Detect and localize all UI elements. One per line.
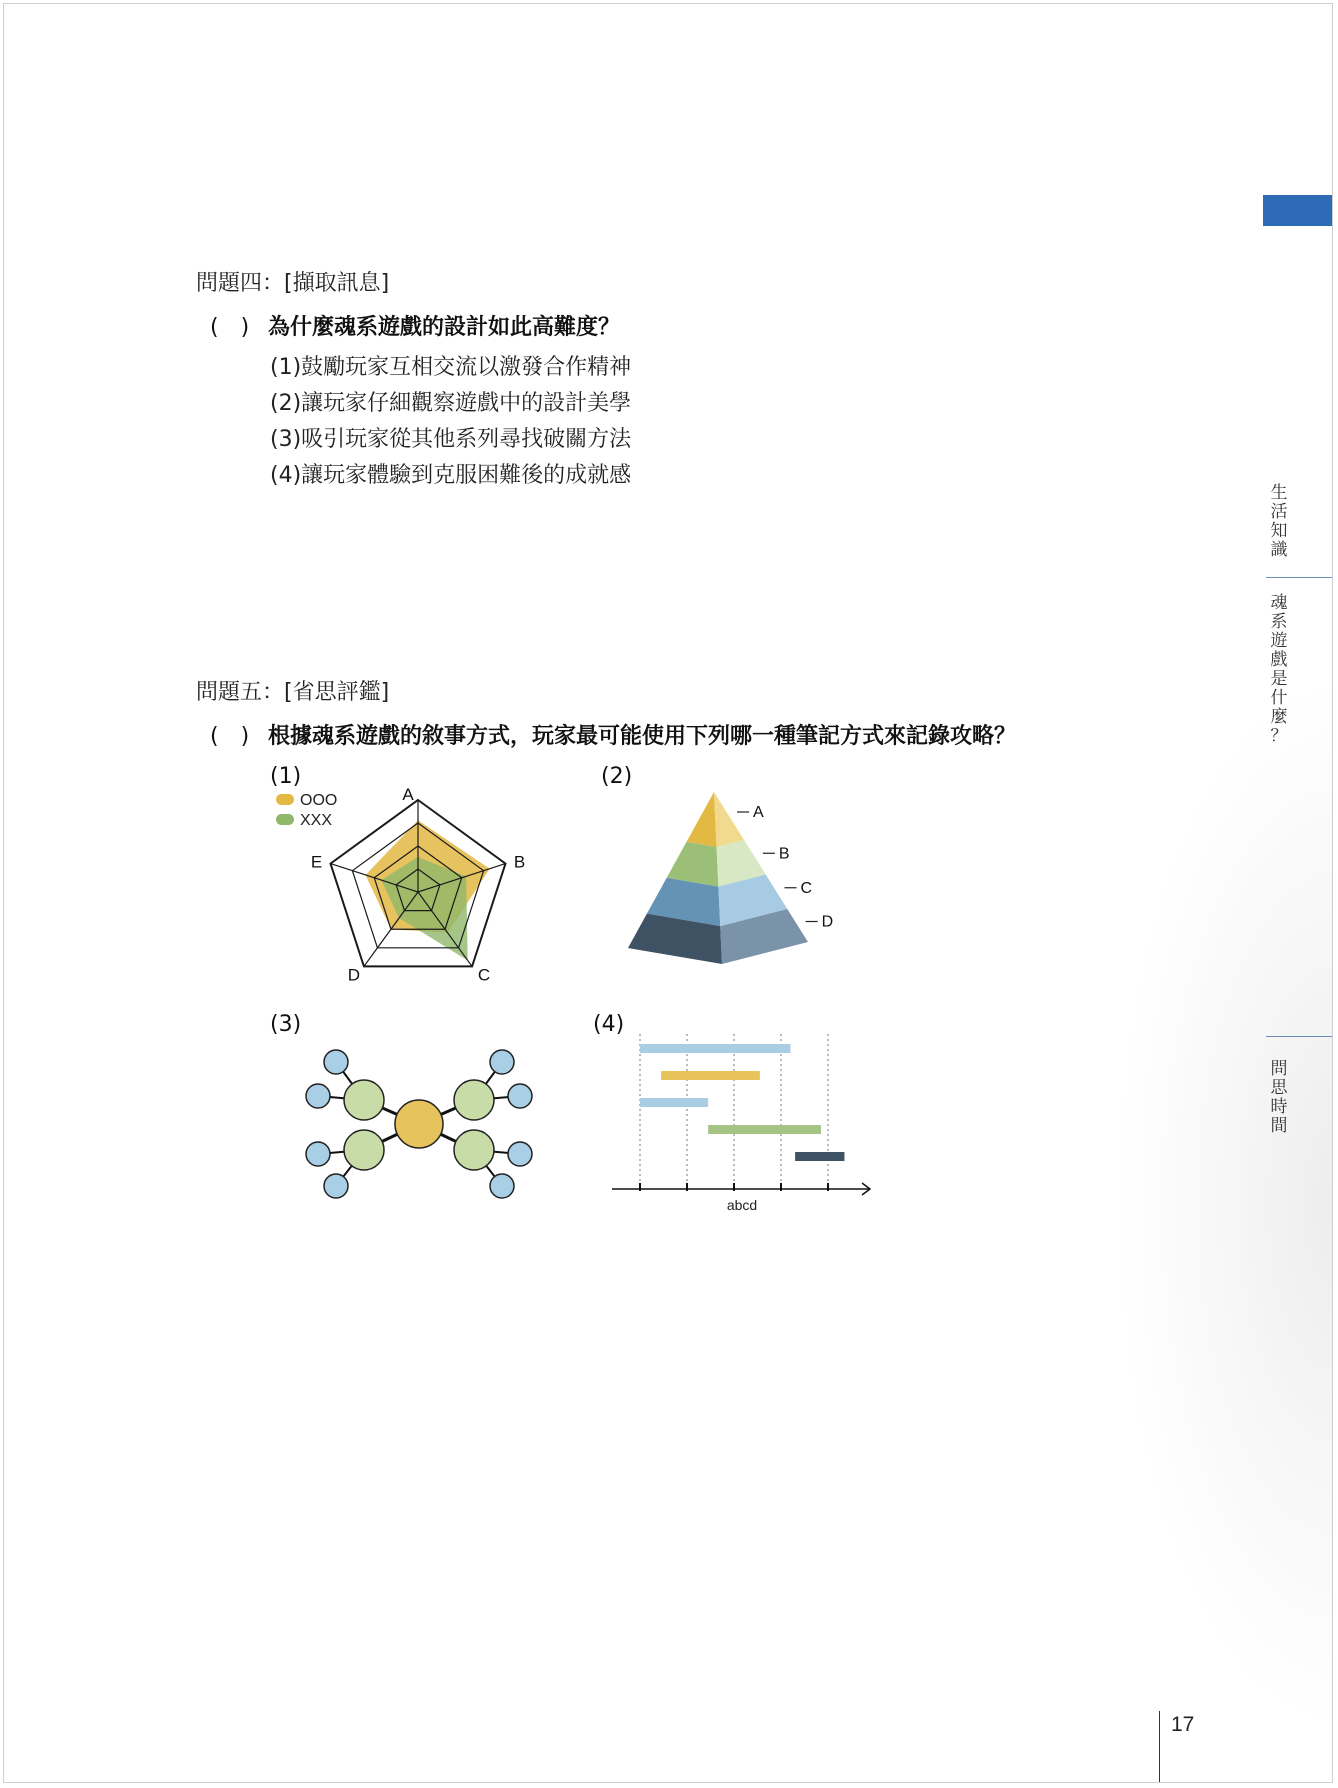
- sidebar-char: 問: [1270, 1059, 1288, 1079]
- q4-option-1: (1)鼓勵玩家互相交流以激發合作精神: [270, 355, 632, 380]
- pyramid-figure: [614, 784, 854, 974]
- pyramid-level-label: B: [778, 845, 790, 863]
- q5-option-1-label: (1): [270, 764, 302, 789]
- q4-option-4: (4)讓玩家體驗到克服困難後的成就感: [270, 463, 632, 488]
- mind-map-leaf-node: [324, 1174, 348, 1198]
- sidebar-char: 思: [1270, 1078, 1288, 1098]
- pyramid-level-left-face: [686, 792, 716, 847]
- mind-map-branch-node: [454, 1080, 494, 1120]
- legend-swatch-xxx: [276, 814, 294, 825]
- sidebar-char: 是: [1270, 669, 1288, 689]
- timeline-bar: [640, 1044, 790, 1053]
- mind-map-leaf-node: [508, 1142, 532, 1166]
- q4-option-2: (2)讓玩家仔細觀察遊戲中的設計美學: [270, 391, 632, 416]
- sidebar-char: 間: [1270, 1116, 1288, 1136]
- sidebar-char: 戲: [1270, 650, 1288, 670]
- q5-heading: 問題五：[省思評鑑]: [196, 680, 390, 705]
- sidebar-section-title: [1268, 594, 1290, 746]
- radar-legend: [276, 792, 337, 829]
- page-number: 17: [1171, 1713, 1195, 1736]
- radar-axis-label: D: [347, 965, 361, 985]
- timeline-bar: [640, 1098, 708, 1107]
- mind-map-figure: [294, 1034, 544, 1214]
- mind-map-branch-node: [454, 1130, 494, 1170]
- q4-options: [270, 350, 631, 494]
- sidebar-char: 活: [1270, 502, 1288, 522]
- mind-map-leaf-node: [490, 1050, 514, 1074]
- sidebar-char: 麼: [1270, 707, 1288, 727]
- q5-question: [210, 719, 1016, 750]
- timeline-bar: [661, 1071, 760, 1080]
- sidebar-divider: [1266, 577, 1333, 578]
- timeline-bar: [795, 1152, 844, 1161]
- mind-map-center-node: [395, 1100, 443, 1148]
- q4-question: [210, 310, 620, 341]
- sidebar-char: 知: [1270, 521, 1288, 541]
- timeline-bars: [612, 1034, 870, 1195]
- mind-map-leaf-node: [306, 1142, 330, 1166]
- q5-option-4-label: (4): [593, 1012, 625, 1037]
- pyramid-levels: [628, 792, 833, 964]
- page: [3, 3, 1333, 1783]
- q5-option-2-label: (2): [601, 764, 633, 789]
- timeline-axis-label: abcd: [726, 1197, 758, 1213]
- legend-label-xxx: XXX: [300, 812, 333, 829]
- sidebar-section-life-knowledge: [1268, 484, 1290, 560]
- q4-answer-paren: ( ): [210, 315, 250, 340]
- q4-option-3: (3)吸引玩家從其他系列尋找破關方法: [270, 427, 632, 452]
- radar-axis-label: E: [310, 852, 323, 872]
- sidebar-char: 什: [1270, 688, 1288, 708]
- radar-axis-label: C: [477, 965, 491, 985]
- sidebar-divider: [1266, 1036, 1333, 1037]
- q4-heading: 問題四：[擷取訊息]: [196, 271, 390, 296]
- q5-answer-paren: ( ): [210, 724, 250, 749]
- sidebar-char: 時: [1270, 1097, 1288, 1117]
- q5-option-3-label: (3): [270, 1012, 302, 1037]
- sidebar-char: 魂: [1270, 593, 1288, 613]
- mind-map-leaf-node: [508, 1084, 532, 1108]
- q5-question-text: 根據魂系遊戲的敘事方式，玩家最可能使用下列哪一種筆記方式來記錄攻略？: [268, 724, 1017, 749]
- pyramid-level-label: C: [800, 879, 813, 897]
- sidebar-char: ？: [1270, 726, 1288, 746]
- mind-map-branch-node: [344, 1130, 384, 1170]
- pyramid-level-right-face: [714, 792, 744, 847]
- sidebar-section-questions: [1268, 1060, 1290, 1136]
- sidebar-char: 識: [1270, 540, 1288, 560]
- legend-label-ooo: OOO: [300, 792, 338, 809]
- pyramid-level-label: A: [753, 804, 764, 821]
- radar-axis-label: B: [513, 852, 526, 872]
- radar-web: [311, 785, 525, 984]
- sidebar-char: 系: [1270, 612, 1288, 632]
- timeline-bar: [708, 1125, 821, 1134]
- section-tab-marker: [1263, 195, 1333, 226]
- mind-map-leaf-node: [306, 1084, 330, 1108]
- legend-swatch-ooo: [276, 794, 294, 805]
- mind-map-nodes: [306, 1050, 532, 1198]
- mind-map-leaf-node: [490, 1174, 514, 1198]
- radar-axis-label: A: [402, 785, 414, 804]
- mind-map-leaf-node: [324, 1050, 348, 1074]
- sidebar-char: 生: [1270, 483, 1288, 503]
- page-number-rule: [1159, 1711, 1160, 1783]
- timeline-figure: [604, 1024, 884, 1224]
- mind-map-branch-node: [344, 1080, 384, 1120]
- radar-chart-figure: [264, 784, 544, 994]
- sidebar-char: 遊: [1270, 631, 1288, 651]
- pyramid-level-label: D: [821, 913, 834, 931]
- q4-question-text: 為什麼魂系遊戲的設計如此高難度？: [268, 315, 621, 340]
